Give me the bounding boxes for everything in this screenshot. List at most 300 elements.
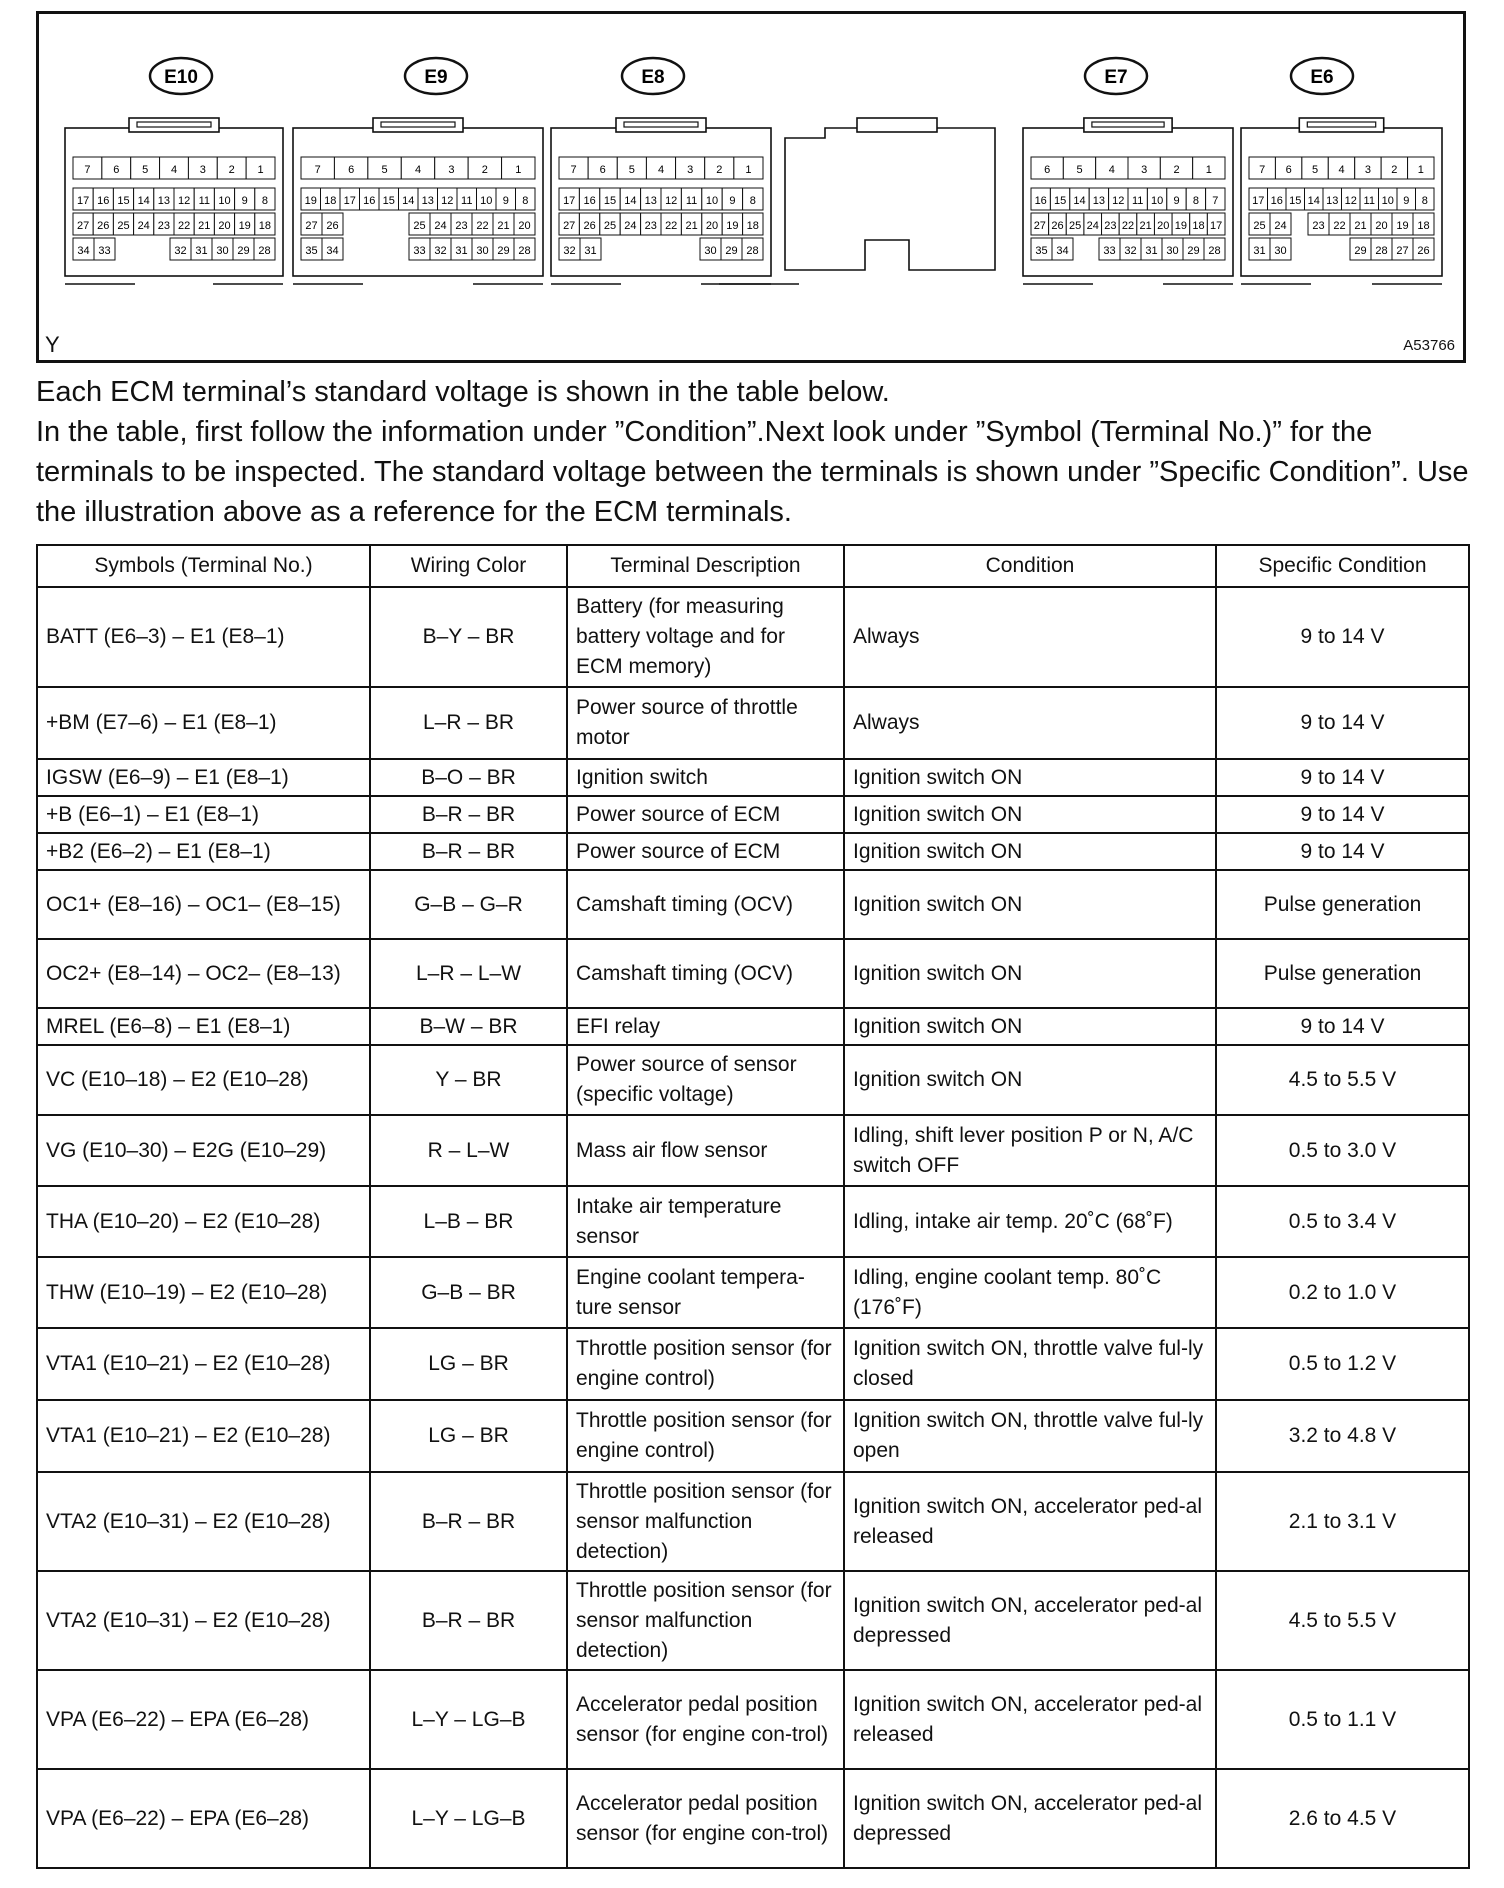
table-row xyxy=(37,1769,1469,1868)
cell-description: Throttle position sensor (for engine control) xyxy=(567,1400,844,1472)
cell-condition: Idling, engine coolant temp. 80˚C (176˚F) xyxy=(844,1257,1216,1328)
pin-number: 7 xyxy=(570,164,577,176)
table-row xyxy=(37,587,1469,687)
cell-condition: Ignition switch ON xyxy=(844,870,1216,939)
pin-number: 8 xyxy=(749,195,756,207)
pin-number: 30 xyxy=(476,245,489,257)
cell-symbol: OC1+ (E8–16) – OC1– (E8–15) xyxy=(37,870,370,939)
pin-number: 24 xyxy=(1086,220,1099,232)
cell-description: Engine coolant tempera-ture sensor xyxy=(567,1257,844,1328)
table-header-row xyxy=(37,545,1469,587)
cell-wiring: L–Y – LG–B xyxy=(370,1670,567,1769)
pin-number: 24 xyxy=(434,220,447,232)
pin-number: 5 xyxy=(1312,164,1319,176)
cell-specific: 0.5 to 1.1 V xyxy=(1216,1670,1469,1769)
pin-number: 13 xyxy=(1326,195,1339,207)
table-row xyxy=(37,1257,1469,1328)
pin-number: 16 xyxy=(1034,195,1047,207)
pin-number: 28 xyxy=(258,245,271,257)
pin-number: 16 xyxy=(363,195,376,207)
cell-wiring: LG – BR xyxy=(370,1400,567,1472)
pin-number: 20 xyxy=(518,220,531,232)
cell-condition: Ignition switch ON xyxy=(844,939,1216,1008)
pin-number: 15 xyxy=(382,195,395,207)
pin-number: 11 xyxy=(1131,195,1144,207)
pin-number: 27 xyxy=(1033,220,1046,232)
pin-number: 3 xyxy=(1141,164,1148,176)
pin-number: 12 xyxy=(665,195,678,207)
pin-number: 21 xyxy=(198,220,211,232)
cell-symbol: VTA2 (E10–31) – E2 (E10–28) xyxy=(37,1472,370,1571)
cell-wiring: L–Y – LG–B xyxy=(370,1769,567,1868)
cell-description: Power source of ECM xyxy=(567,833,844,870)
table-row xyxy=(37,1670,1469,1769)
pin-number: 10 xyxy=(1150,195,1164,207)
pin-number: 6 xyxy=(348,164,355,176)
pin-number: 8 xyxy=(522,195,529,207)
header-condition: Condition xyxy=(844,545,1216,587)
pin-number: 28 xyxy=(746,245,759,257)
pin-number: 25 xyxy=(603,220,617,232)
pin-number: 25 xyxy=(1253,220,1266,232)
cell-specific: 9 to 14 V xyxy=(1216,759,1469,796)
cell-specific: 0.5 to 3.4 V xyxy=(1216,1186,1469,1257)
cell-wiring: L–B – BR xyxy=(370,1186,567,1257)
figure-corner-label: Y xyxy=(45,332,60,357)
cell-symbol: VPA (E6–22) – EPA (E6–28) xyxy=(37,1769,370,1868)
cell-symbol: +B (E6–1) – E1 (E8–1) xyxy=(37,796,370,833)
cell-description: Power source of sensor (specific voltage) xyxy=(567,1045,844,1115)
cell-symbol: THW (E10–19) – E2 (E10–28) xyxy=(37,1257,370,1328)
pin-number: 1 xyxy=(257,164,264,176)
pin-number: 25 xyxy=(117,220,130,232)
pin-number: 10 xyxy=(480,195,493,207)
cell-symbol: VC (E10–18) – E2 (E10–28) xyxy=(37,1045,370,1115)
header-wiring-color: Wiring Color xyxy=(370,545,567,587)
pin-number: 27 xyxy=(563,220,576,232)
cell-wiring: L–R – L–W xyxy=(370,939,567,1008)
pin-number: 12 xyxy=(441,195,454,207)
pin-number: 29 xyxy=(237,245,250,257)
header-symbols: Symbols (Terminal No.) xyxy=(37,545,370,587)
connector-label: E8 xyxy=(641,67,665,88)
pin-number: 26 xyxy=(97,220,110,232)
pin-number: 29 xyxy=(725,245,738,257)
pin-number: 28 xyxy=(1375,245,1388,257)
pin-number: 10 xyxy=(218,195,231,207)
header-specific-condition: Specific Condition xyxy=(1216,545,1469,587)
pin-number: 33 xyxy=(413,245,426,257)
pin-number: 29 xyxy=(1354,245,1367,257)
pin-number: 20 xyxy=(218,220,231,232)
cell-condition: Ignition switch ON, throttle valve ful-ly open xyxy=(844,1400,1216,1472)
pin-number: 18 xyxy=(1417,220,1430,232)
pin-number: 16 xyxy=(97,195,110,207)
pin-number: 21 xyxy=(497,220,510,232)
pin-number: 17 xyxy=(76,195,90,207)
pin-number: 6 xyxy=(113,164,120,176)
table-row xyxy=(37,1045,1469,1115)
pin-number: 22 xyxy=(1333,220,1346,232)
pin-number: 34 xyxy=(77,245,90,257)
pin-number: 16 xyxy=(1270,195,1283,207)
pin-number: 7 xyxy=(1212,195,1219,207)
pin-number: 9 xyxy=(1403,195,1410,207)
pin-number: 13 xyxy=(421,195,434,207)
pin-number: 35 xyxy=(1035,245,1048,257)
pin-number: 22 xyxy=(177,220,191,232)
pin-number: 15 xyxy=(1053,195,1067,207)
table-row xyxy=(37,1115,1469,1186)
pin-number: 26 xyxy=(1417,245,1430,257)
pin-number: 30 xyxy=(1166,245,1179,257)
pin-number: 18 xyxy=(746,220,759,232)
pin-number: 18 xyxy=(258,220,272,232)
pin-number: 11 xyxy=(461,195,473,207)
pin-number: 16 xyxy=(583,195,596,207)
table-row xyxy=(37,870,1469,939)
pin-number: 11 xyxy=(685,195,698,207)
pin-number: 3 xyxy=(448,164,455,176)
pin-number: 22 xyxy=(476,220,489,232)
table-row xyxy=(37,687,1469,759)
pin-number: 35 xyxy=(305,245,318,257)
pin-number: 29 xyxy=(497,245,510,257)
pin-number: 1 xyxy=(1417,164,1424,176)
pin-number: 14 xyxy=(624,195,637,207)
cell-description: Intake air temperature sensor xyxy=(567,1186,844,1257)
pin-number: 32 xyxy=(174,245,187,257)
cell-symbol: VTA2 (E10–31) – E2 (E10–28) xyxy=(37,1571,370,1670)
cell-wiring: B–R – BR xyxy=(370,1571,567,1670)
cell-description: Accelerator pedal position sensor (for engine con-trol) xyxy=(567,1769,844,1868)
cell-description: Accelerator pedal position sensor (for engine con-trol) xyxy=(567,1670,844,1769)
pin-number: 21 xyxy=(685,220,698,232)
ecm-connector-diagram xyxy=(36,11,1466,363)
cell-wiring: B–R – BR xyxy=(370,833,567,870)
pin-number: 22 xyxy=(665,220,678,232)
cell-condition: Ignition switch ON, accelerator ped-al released xyxy=(844,1670,1216,1769)
pin-number: 13 xyxy=(1092,195,1106,207)
terminal-voltage-table xyxy=(36,544,1470,1869)
pin-number: 26 xyxy=(583,220,596,232)
pin-number: 7 xyxy=(84,164,91,176)
cell-condition: Idling, intake air temp. 20˚C (68˚F) xyxy=(844,1186,1216,1257)
pin-number: 19 xyxy=(1396,220,1409,232)
cell-condition: Always xyxy=(844,687,1216,759)
pin-number: 14 xyxy=(1307,195,1320,207)
cell-symbol: VTA1 (E10–21) – E2 (E10–28) xyxy=(37,1400,370,1472)
cell-wiring: G–B – BR xyxy=(370,1257,567,1328)
cell-specific: 4.5 to 5.5 V xyxy=(1216,1571,1469,1670)
connector-latch xyxy=(1299,118,1383,132)
pin-number: 30 xyxy=(216,245,229,257)
cell-wiring: Y – BR xyxy=(370,1045,567,1115)
pin-number: 23 xyxy=(1104,220,1117,232)
cell-symbol: THA (E10–20) – E2 (E10–28) xyxy=(37,1186,370,1257)
intro-text xyxy=(36,372,1472,532)
pin-number: 11 xyxy=(1363,195,1375,207)
pin-number: 25 xyxy=(413,220,426,232)
pin-number: 2 xyxy=(716,164,723,176)
pin-number: 31 xyxy=(1145,245,1158,257)
pin-number: 13 xyxy=(157,195,171,207)
cell-specific: 9 to 14 V xyxy=(1216,587,1469,687)
cell-wiring: B–Y – BR xyxy=(370,587,567,687)
pin-number: 4 xyxy=(657,164,665,176)
cell-description: Throttle position sensor (for sensor malfunction detection) xyxy=(567,1571,844,1670)
pin-number: 17 xyxy=(1252,195,1265,207)
cell-description: Power source of ECM xyxy=(567,796,844,833)
pin-number: 13 xyxy=(644,195,657,207)
center-module-tab xyxy=(857,118,937,132)
cell-condition: Ignition switch ON, accelerator ped-al depressed xyxy=(844,1571,1216,1670)
pin-number: 34 xyxy=(1056,245,1069,257)
pin-number: 26 xyxy=(1051,220,1064,232)
cell-symbol: +B2 (E6–2) – E1 (E8–1) xyxy=(37,833,370,870)
cell-specific: 9 to 14 V xyxy=(1216,796,1469,833)
cell-wiring: R – L–W xyxy=(370,1115,567,1186)
cell-description: Battery (for measuring battery voltage and for ECM memory) xyxy=(567,587,844,687)
pin-number: 9 xyxy=(1173,195,1180,207)
cell-condition: Ignition switch ON, throttle valve ful-ly closed xyxy=(844,1328,1216,1400)
cell-condition: Ignition switch ON, accelerator ped-al depressed xyxy=(844,1769,1216,1868)
pin-number: 2 xyxy=(481,164,488,176)
pin-number: 27 xyxy=(1396,245,1409,257)
cell-specific: Pulse generation xyxy=(1216,939,1469,1008)
connector-label: E9 xyxy=(424,67,448,88)
pin-number: 20 xyxy=(1157,220,1170,232)
pin-number: 33 xyxy=(98,245,111,257)
pin-number: 34 xyxy=(326,245,339,257)
pin-number: 29 xyxy=(1187,245,1200,257)
pin-number: 2 xyxy=(228,164,235,176)
pin-number: 14 xyxy=(402,195,415,207)
cell-specific: 9 to 14 V xyxy=(1216,687,1469,759)
cell-symbol: OC2+ (E8–14) – OC2– (E8–13) xyxy=(37,939,370,1008)
pin-number: 7 xyxy=(314,164,321,176)
pin-number: 31 xyxy=(195,245,208,257)
cell-specific: 0.2 to 1.0 V xyxy=(1216,1257,1469,1328)
cell-wiring: L–R – BR xyxy=(370,687,567,759)
pin-number: 19 xyxy=(238,220,251,232)
connector-latch xyxy=(616,118,706,132)
pin-number: 15 xyxy=(1289,195,1302,207)
cell-specific: 0.5 to 1.2 V xyxy=(1216,1328,1469,1400)
pin-number: 9 xyxy=(502,195,509,207)
pin-number: 5 xyxy=(628,164,635,176)
pin-number: 14 xyxy=(1073,195,1086,207)
pin-number: 23 xyxy=(1312,220,1325,232)
cell-description: Power source of throttle motor xyxy=(567,687,844,759)
cell-description: EFI relay xyxy=(567,1008,844,1045)
pin-number: 5 xyxy=(381,164,388,176)
cell-specific: 2.6 to 4.5 V xyxy=(1216,1769,1469,1868)
pin-number: 31 xyxy=(584,245,597,257)
table-row xyxy=(37,939,1469,1008)
pin-number: 31 xyxy=(455,245,468,257)
connector-label: E6 xyxy=(1310,67,1334,88)
pin-number: 28 xyxy=(1208,245,1221,257)
cell-description: Ignition switch xyxy=(567,759,844,796)
pin-number: 6 xyxy=(1044,164,1051,176)
pin-number: 15 xyxy=(117,195,130,207)
cell-specific: Pulse generation xyxy=(1216,870,1469,939)
pin-number: 26 xyxy=(326,220,339,232)
pin-number: 3 xyxy=(687,164,694,176)
cell-specific: 3.2 to 4.8 V xyxy=(1216,1400,1469,1472)
pin-number: 17 xyxy=(1210,220,1223,232)
table-row xyxy=(37,759,1469,796)
table-row xyxy=(37,1008,1469,1045)
pin-number: 8 xyxy=(261,195,268,207)
pin-number: 15 xyxy=(603,195,617,207)
pin-number: 7 xyxy=(1259,164,1266,176)
cell-wiring: B–R – BR xyxy=(370,1472,567,1571)
connector-latch xyxy=(129,118,219,132)
pin-number: 14 xyxy=(137,195,150,207)
pin-number: 2 xyxy=(1173,164,1180,176)
pin-number: 31 xyxy=(1253,245,1266,257)
cell-description: Camshaft timing (OCV) xyxy=(567,939,844,1008)
cell-symbol: MREL (E6–8) – E1 (E8–1) xyxy=(37,1008,370,1045)
table-row xyxy=(37,833,1469,870)
cell-description: Throttle position sensor (for sensor malfunction detection) xyxy=(567,1472,844,1571)
pin-number: 12 xyxy=(177,195,191,207)
pin-number: 19 xyxy=(726,220,739,232)
cell-condition: Always xyxy=(844,587,1216,687)
table-row xyxy=(37,1328,1469,1400)
cell-condition: Idling, shift lever position P or N, A/C switch OFF xyxy=(844,1115,1216,1186)
cell-wiring: G–B – G–R xyxy=(370,870,567,939)
figure-id: A53766 xyxy=(1403,337,1455,354)
pin-number: 4 xyxy=(414,164,422,176)
pin-number: 32 xyxy=(1124,245,1137,257)
pin-number: 5 xyxy=(1076,164,1083,176)
pin-number: 17 xyxy=(343,195,356,207)
cell-condition: Ignition switch ON xyxy=(844,759,1216,796)
pin-number: 4 xyxy=(1338,164,1345,176)
table-row xyxy=(37,1571,1469,1670)
pin-number: 25 xyxy=(1068,220,1082,232)
pin-number: 21 xyxy=(1139,220,1152,232)
pin-number: 6 xyxy=(1285,164,1292,176)
pin-number: 9 xyxy=(729,195,736,207)
cell-condition: Ignition switch ON, accelerator ped-al released xyxy=(844,1472,1216,1571)
header-terminal-description: Terminal Description xyxy=(567,545,844,587)
cell-specific: 4.5 to 5.5 V xyxy=(1216,1045,1469,1115)
cell-wiring: LG – BR xyxy=(370,1328,567,1400)
cell-specific: 2.1 to 3.1 V xyxy=(1216,1472,1469,1571)
cell-condition: Ignition switch ON xyxy=(844,796,1216,833)
pin-number: 8 xyxy=(1421,195,1428,207)
intro-line-2: In the table, first follow the information under ”Condition”.Next look under ”Symbol (Terminal No.)” for the terminals to be inspected. The standard voltage between the terminals is shown under ”Specific Condition”. Use the illustration above as a reference for the ECM terminals. xyxy=(36,416,1469,528)
pin-number: 33 xyxy=(1103,245,1116,257)
cell-condition: Ignition switch ON xyxy=(844,1008,1216,1045)
pin-number: 17 xyxy=(563,195,576,207)
pin-number: 21 xyxy=(1354,220,1367,232)
pin-number: 18 xyxy=(1192,220,1205,232)
connector-latch xyxy=(373,118,463,132)
cell-symbol: +BM (E7–6) – E1 (E8–1) xyxy=(37,687,370,759)
pin-number: 32 xyxy=(434,245,447,257)
pin-number: 30 xyxy=(704,245,717,257)
cell-wiring: B–R – BR xyxy=(370,796,567,833)
pin-number: 6 xyxy=(599,164,606,176)
pin-number: 10 xyxy=(1381,195,1394,207)
cell-specific: 9 to 14 V xyxy=(1216,1008,1469,1045)
pin-number: 18 xyxy=(324,195,337,207)
table-row xyxy=(37,1472,1469,1571)
table-row xyxy=(37,1400,1469,1472)
cell-description: Throttle position sensor (for engine control) xyxy=(567,1328,844,1400)
pin-number: 3 xyxy=(1364,164,1371,176)
connector-label: E10 xyxy=(164,67,198,88)
cell-condition: Ignition switch ON xyxy=(844,833,1216,870)
pin-number: 27 xyxy=(76,220,90,232)
pin-number: 23 xyxy=(455,220,468,232)
pin-number: 8 xyxy=(1192,195,1199,207)
cell-symbol: IGSW (E6–9) – E1 (E8–1) xyxy=(37,759,370,796)
pin-number: 4 xyxy=(170,164,178,176)
pin-number: 1 xyxy=(745,164,752,176)
pin-number: 1 xyxy=(1205,164,1212,176)
intro-line-1: Each ECM terminal’s standard voltage is shown in the table below. xyxy=(36,376,890,408)
cell-symbol: BATT (E6–3) – E1 (E8–1) xyxy=(37,587,370,687)
pin-number: 12 xyxy=(1344,195,1357,207)
cell-symbol: VPA (E6–22) – EPA (E6–28) xyxy=(37,1670,370,1769)
cell-condition: Ignition switch ON xyxy=(844,1045,1216,1115)
pin-number: 3 xyxy=(199,164,206,176)
cell-wiring: B–O – BR xyxy=(370,759,567,796)
pin-number: 2 xyxy=(1391,164,1398,176)
pin-number: 4 xyxy=(1108,164,1115,176)
pin-number: 28 xyxy=(518,245,531,257)
table-row xyxy=(37,1186,1469,1257)
cell-symbol: VG (E10–30) – E2G (E10–29) xyxy=(37,1115,370,1186)
pin-number: 19 xyxy=(304,195,317,207)
pin-number: 5 xyxy=(142,164,149,176)
pin-number: 9 xyxy=(241,195,248,207)
pin-number: 20 xyxy=(705,220,719,232)
table-row xyxy=(37,796,1469,833)
pin-number: 32 xyxy=(563,245,576,257)
pin-number: 22 xyxy=(1121,220,1135,232)
connector-label: E7 xyxy=(1104,67,1128,88)
pin-number: 10 xyxy=(705,195,719,207)
center-module xyxy=(785,128,995,270)
pin-number: 24 xyxy=(624,220,637,232)
pin-number: 20 xyxy=(1375,220,1388,232)
connector-illustration xyxy=(39,14,1463,360)
pin-number: 19 xyxy=(1174,220,1188,232)
cell-specific: 9 to 14 V xyxy=(1216,833,1469,870)
pin-number: 1 xyxy=(515,164,522,176)
cell-wiring: B–W – BR xyxy=(370,1008,567,1045)
pin-number: 24 xyxy=(137,220,150,232)
pin-number: 23 xyxy=(157,220,171,232)
cell-description: Mass air flow sensor xyxy=(567,1115,844,1186)
pin-number: 11 xyxy=(198,195,211,207)
pin-number: 27 xyxy=(305,220,318,232)
cell-description: Camshaft timing (OCV) xyxy=(567,870,844,939)
cell-specific: 0.5 to 3.0 V xyxy=(1216,1115,1469,1186)
cell-symbol: VTA1 (E10–21) – E2 (E10–28) xyxy=(37,1328,370,1400)
pin-number: 30 xyxy=(1274,245,1287,257)
pin-number: 23 xyxy=(644,220,657,232)
pin-number: 12 xyxy=(1112,195,1125,207)
pin-number: 24 xyxy=(1274,220,1287,232)
